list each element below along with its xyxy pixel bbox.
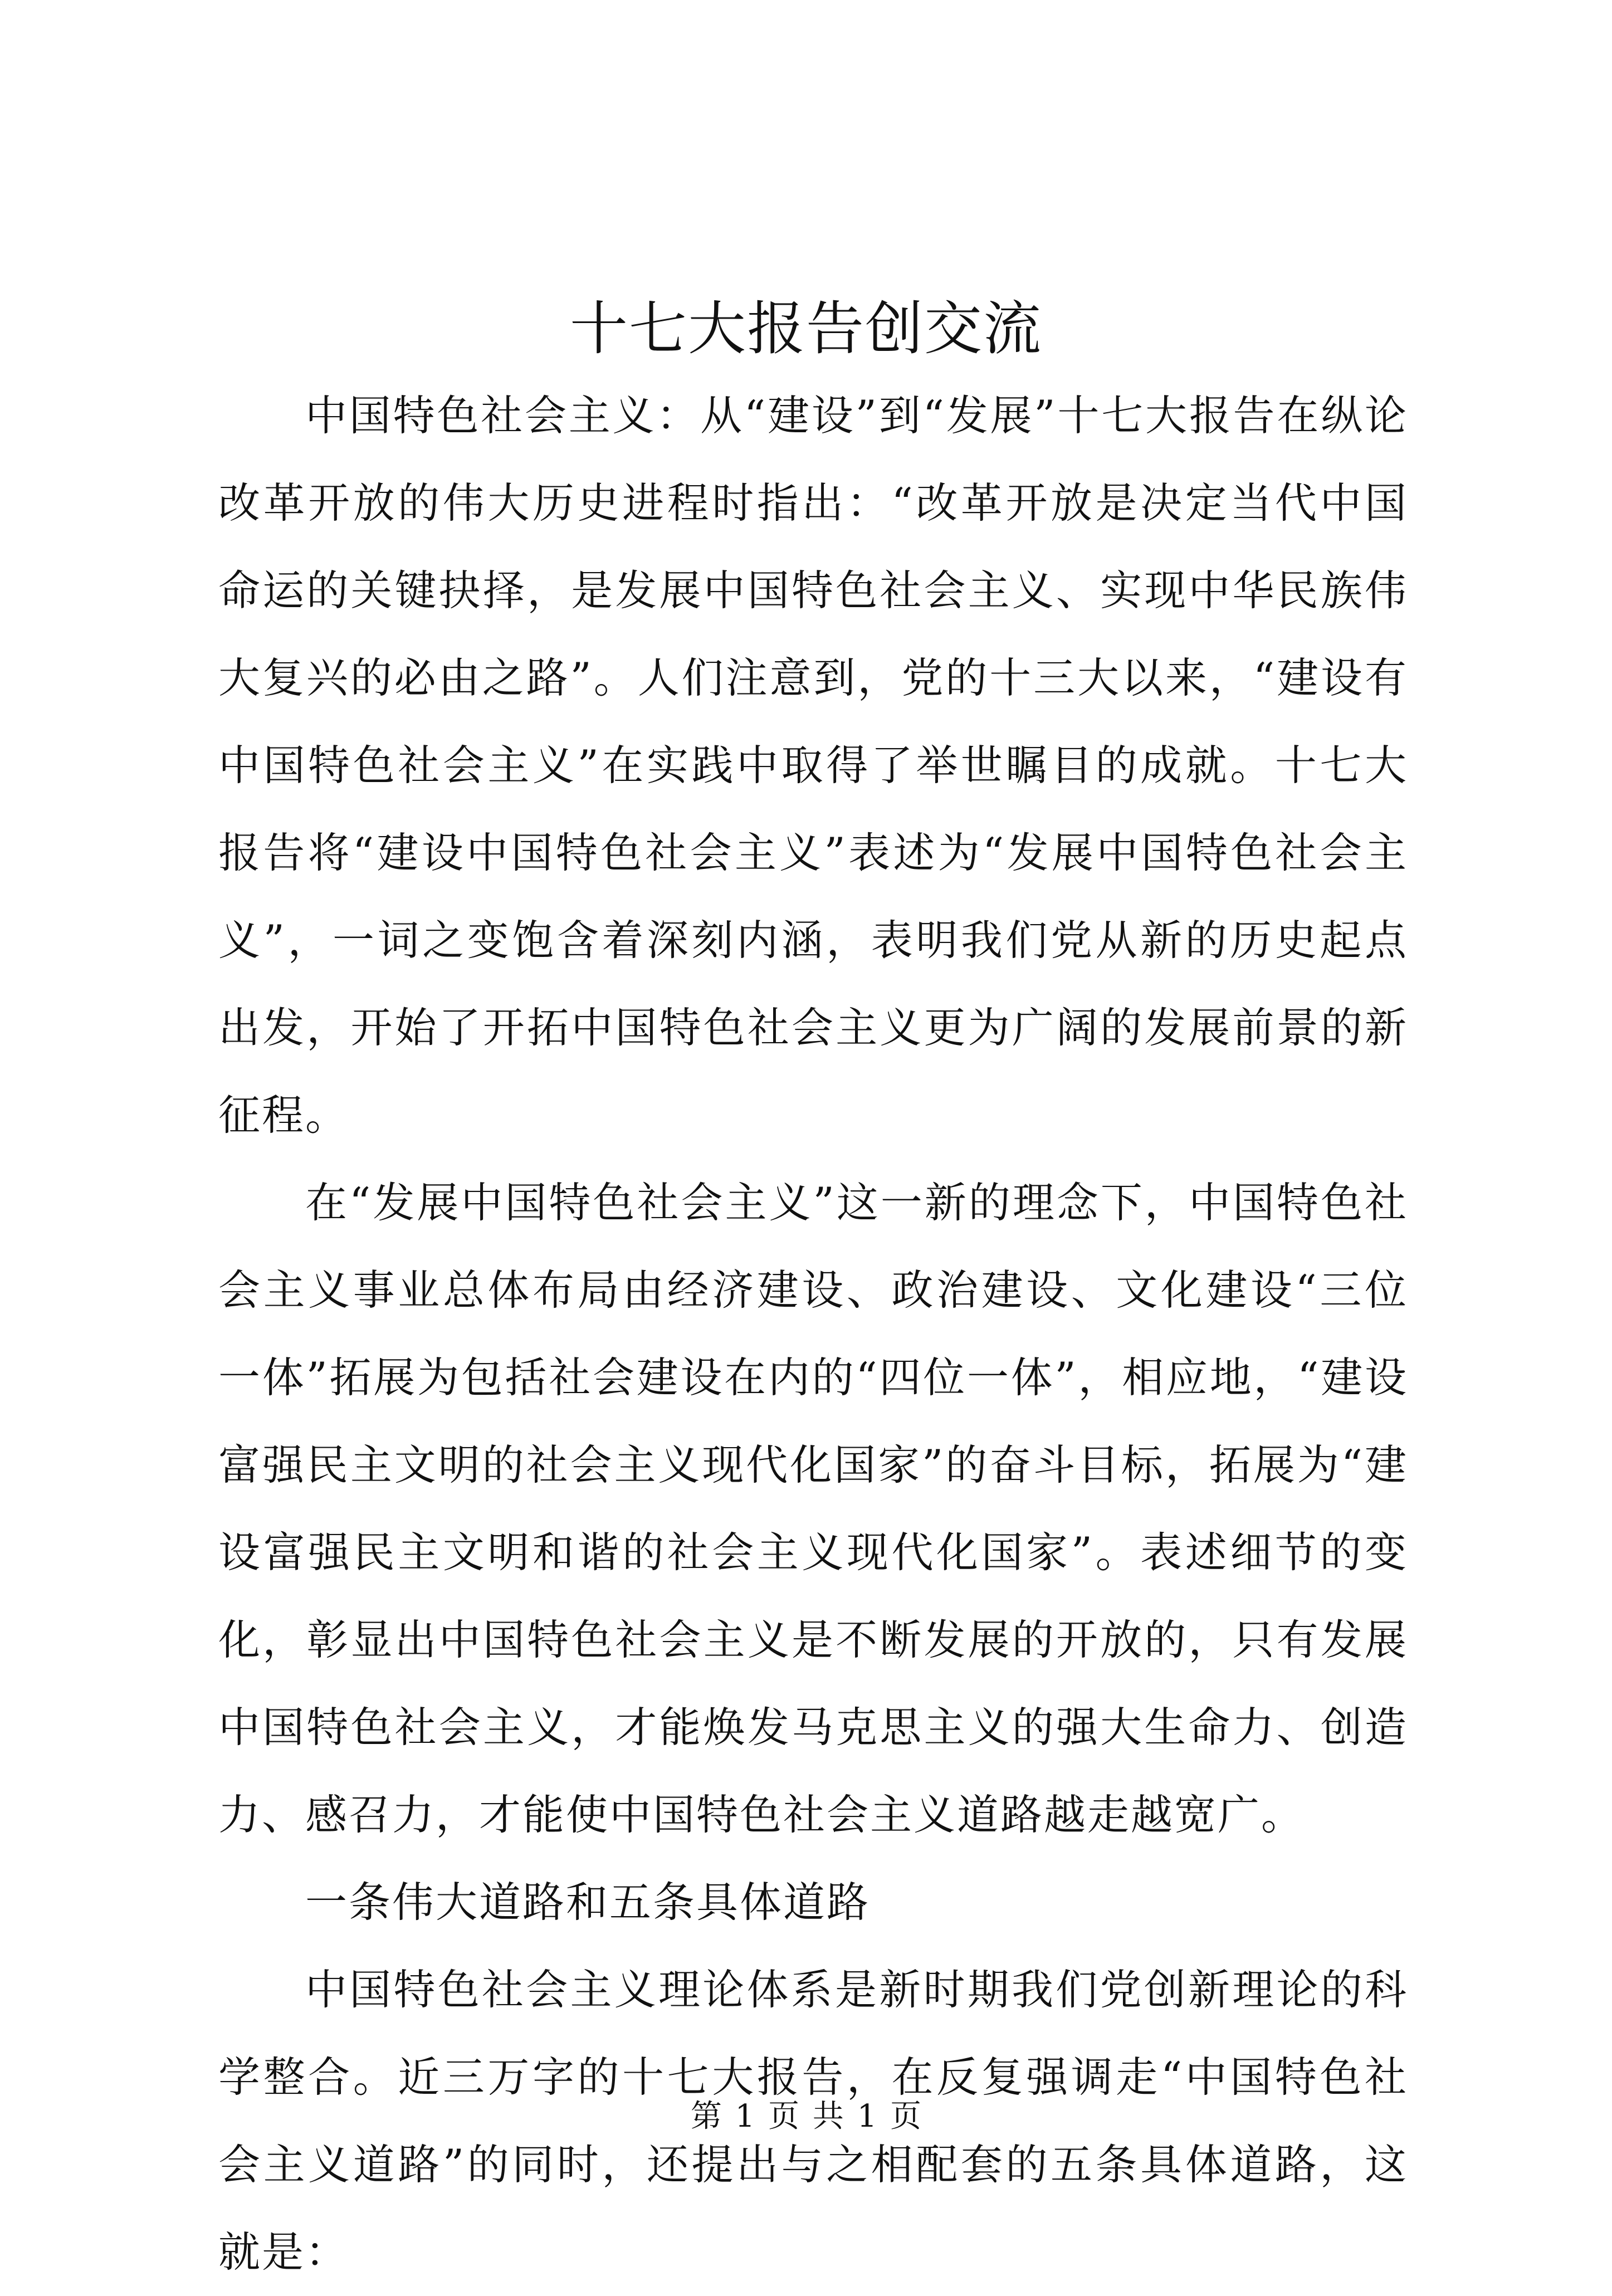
paragraph-3: 中国特色社会主义理论体系是新时期我们党创新理论的科学整合。近三万字的十七大报告，在反复强调走“中国特色社会主义道路”的同时，还提出与之相配套的五条具体道路，这就是： xyxy=(218,1965,1408,2277)
page-footer: 第 1 页 共 1 页 xyxy=(690,2098,922,2134)
document-body xyxy=(218,372,1408,2296)
paragraph-2: 在“发展中国特色社会主义”这一新的理念下，中国特色社会主义事业总体布局由经济建设、政治建设、文化建设“三位一体”拓展为包括社会建设在内的“四位一体”，相应地，“建设富强民主文明的社会主义现代化国家”的奋斗目标，拓展为“建设富强民主文明和谐的社会主义现代化国家”。表述细节的变化，彰显出中国特色社会主义是不断发展的开放的，只有发展中国特色社会主义，才能焕发马克思主义的强大生命力、创造力、感召力，才能使中国特色社会主义道路越走越宽广。 xyxy=(218,1178,1408,1839)
section-heading: 一条伟大道路和五条具体道路 xyxy=(305,1878,871,1927)
paragraph-1: 中国特色社会主义：从“建设”到“发展”十七大报告在纵论改革开放的伟大历史进程时指出：“改革开放是决定当代中国命运的关键抉择，是发展中国特色社会主义、实现中华民族伟大复兴的必由之路”。人们注意到，党的十三大以来，“建设有中国特色社会主义”在实践中取得了举世瞩目的成就。十七大报告将“建设中国特色社会主义”表述为“发展中国特色社会主义”，一词之变饱含着深刻内涵，表明我们党从新的历史起点出发，开始了开拓中国特色社会主义更为广阔的发展前景的新征程。 xyxy=(218,391,1408,1140)
document-title: 十七大报告创交流 xyxy=(569,295,1042,363)
